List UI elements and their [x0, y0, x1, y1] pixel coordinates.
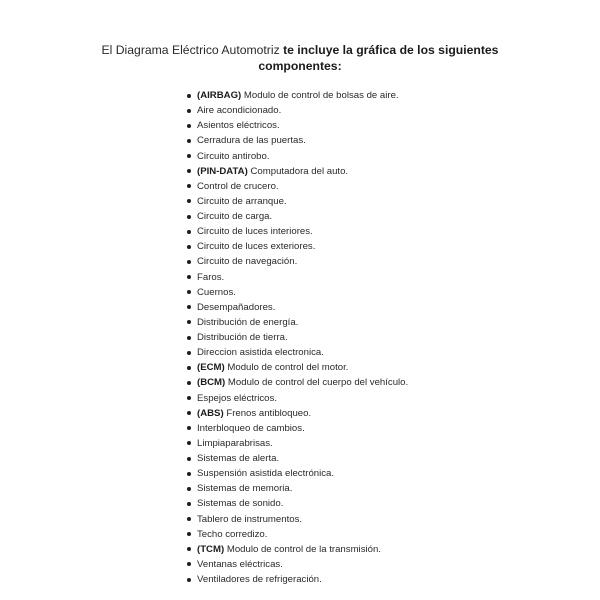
- list-item-text: Desempañadores.: [197, 301, 276, 313]
- list-item-text: Sistemas de sonido.: [197, 498, 284, 510]
- list-item: [186, 133, 408, 148]
- list-item: [186, 88, 408, 103]
- list-item-text: Espejos eléctricos.: [197, 392, 277, 404]
- bullet-icon: [187, 381, 191, 385]
- bullet-icon: [187, 154, 191, 158]
- list-item-text: Limpiaparabrisas.: [197, 437, 273, 449]
- list-item-text: Modulo de control del motor.: [227, 362, 349, 374]
- bullet-icon: [187, 578, 191, 582]
- bullet-icon: [187, 366, 191, 370]
- list-item: [186, 512, 408, 527]
- list-item: [186, 164, 408, 179]
- bullet-icon: [187, 441, 191, 445]
- list-item-text: Distribución de energía.: [197, 316, 299, 328]
- list-item: [186, 375, 408, 390]
- list-item-text: Circuito de navegación.: [197, 256, 298, 268]
- bullet-icon: [187, 502, 191, 506]
- component-list: [186, 88, 408, 587]
- list-item-text: Circuito antirobo.: [197, 150, 270, 162]
- list-item: [186, 285, 408, 300]
- list-item: [186, 496, 408, 511]
- list-item: [186, 360, 408, 375]
- list-item-text: Sistemas de alerta.: [197, 453, 280, 464]
- list-item-abbreviation: (ECM): [197, 362, 225, 374]
- list-item: [186, 572, 408, 587]
- list-item-text: Asientos eléctricos.: [197, 120, 280, 132]
- list-item: [186, 224, 408, 239]
- intro-heading-prefix: El Diagrama Eléctrico Automotriz: [101, 43, 284, 57]
- list-item: [186, 557, 408, 572]
- list-item: [186, 270, 408, 285]
- list-item-text: Modulo de control del cuerpo del vehículo.: [227, 377, 409, 389]
- list-item-text: Suspensión asistida electrónica.: [197, 468, 335, 480]
- list-item-text: Direccion asistida electronica.: [197, 347, 324, 359]
- list-item: [186, 391, 408, 406]
- bullet-icon: [187, 230, 191, 234]
- list-item: [186, 239, 408, 254]
- list-item-abbreviation: (TCM): [197, 543, 225, 555]
- list-item-abbreviation: (AIRBAG): [197, 90, 242, 101]
- list-item: [186, 527, 408, 542]
- list-item-abbreviation: (PIN-DATA): [197, 165, 248, 177]
- bullet-icon: [187, 139, 191, 143]
- list-item: [186, 300, 408, 315]
- bullet-icon: [187, 517, 191, 521]
- list-item: [186, 179, 408, 194]
- bullet-icon: [187, 457, 191, 461]
- bullet-icon: [187, 396, 191, 400]
- bullet-icon: [187, 245, 191, 249]
- list-item: [186, 194, 408, 209]
- bullet-icon: [187, 169, 191, 173]
- bullet-icon: [187, 472, 191, 476]
- list-item-text: Circuito de carga.: [197, 211, 273, 222]
- list-item-text: Sistemas de memoria.: [197, 483, 293, 495]
- intro-heading-bold: te incluye la gráfica de los siguientes componentes:: [258, 43, 499, 73]
- list-item: [186, 209, 408, 224]
- list-item-text: Modulo de control de bolsas de aire.: [243, 90, 399, 101]
- list-item-text: Frenos antibloqueo.: [226, 407, 312, 419]
- list-item-abbreviation: (BCM): [197, 377, 226, 389]
- list-item: [186, 542, 408, 557]
- list-item-text: Interbloqueo de cambios.: [197, 422, 305, 434]
- bullet-icon: [187, 199, 191, 203]
- bullet-icon: [187, 305, 191, 309]
- list-item-text: Faros.: [197, 271, 225, 283]
- bullet-icon: [187, 532, 191, 536]
- list-item-text: Computadora del auto.: [250, 165, 349, 177]
- list-item-text: Techo corredizo.: [197, 528, 268, 540]
- bullet-icon: [187, 124, 191, 128]
- bullet-icon: [187, 275, 191, 279]
- list-item: [186, 149, 408, 164]
- list-item: [186, 345, 408, 360]
- list-item-text: Ventiladores de refrigeración.: [197, 574, 322, 585]
- list-item: [186, 254, 408, 269]
- bullet-icon: [187, 351, 191, 355]
- list-item-text: Circuito de arranque.: [197, 195, 287, 207]
- list-item: [186, 481, 408, 496]
- list-item: [186, 466, 408, 481]
- bullet-icon: [187, 336, 191, 340]
- intro-heading: [60, 42, 540, 74]
- bullet-icon: [187, 487, 191, 491]
- bullet-icon: [187, 320, 191, 324]
- list-item-abbreviation: (ABS): [197, 407, 224, 419]
- list-item: [186, 118, 408, 133]
- list-item: [186, 451, 408, 466]
- bullet-icon: [187, 562, 191, 566]
- list-item-text: Circuito de luces interiores.: [197, 226, 313, 238]
- list-item-text: Circuito de luces exteriores.: [197, 241, 316, 253]
- list-item-text: Distribución de tierra.: [197, 332, 288, 343]
- bullet-icon: [187, 215, 191, 219]
- bullet-icon: [187, 109, 191, 113]
- bullet-icon: [187, 411, 191, 415]
- list-item-text: Cuernos.: [197, 286, 236, 298]
- bullet-icon: [187, 426, 191, 430]
- list-item: [186, 436, 408, 451]
- list-item: [186, 103, 408, 118]
- list-item-text: Aire acondicionado.: [197, 105, 282, 117]
- bullet-icon: [187, 260, 191, 264]
- list-item: [186, 406, 408, 421]
- bullet-icon: [187, 547, 191, 551]
- list-item: [186, 315, 408, 330]
- list-item-text: Modulo de control de la transmisión.: [226, 543, 381, 555]
- list-item-text: Cerradura de las puertas.: [197, 135, 306, 147]
- bullet-icon: [187, 184, 191, 188]
- list-item: [186, 330, 408, 345]
- bullet-icon: [187, 290, 191, 294]
- bullet-icon: [187, 94, 191, 98]
- list-item-text: Tablero de instrumentos.: [197, 513, 303, 525]
- list-item-text: Ventanas eléctricas.: [197, 558, 283, 570]
- list-item-text: Control de crucero.: [197, 180, 279, 192]
- list-item: [186, 421, 408, 436]
